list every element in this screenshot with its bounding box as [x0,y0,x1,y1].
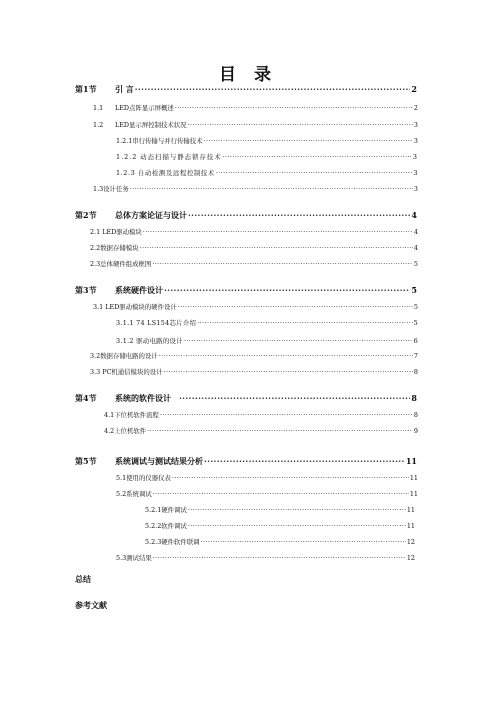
dot-leader [223,153,412,161]
item-title: 1.2.3 自动检测及远程控制技术 [116,169,215,177]
dot-leader [153,490,409,498]
toc-item-1-2[interactable] [93,120,418,129]
dot-leader [204,456,405,466]
dot-leader [204,137,413,145]
toc-item-5-1[interactable] [116,473,418,482]
toc-item-3-3[interactable] [90,367,418,376]
item-title: 4.1下位机软件流程 [104,411,159,419]
page-number: 11 [409,474,418,482]
toc-item-5-3[interactable] [116,553,415,562]
item-title: 3.1.1 74 LS154芯片介绍 [116,319,197,327]
dot-leader [188,506,406,514]
toc-item-1-2-3[interactable] [116,168,418,177]
page-number: 5 [413,319,418,327]
page-number: 5 [413,303,418,311]
toc-item-4-1[interactable] [104,410,418,419]
toc-item-3-2[interactable] [90,351,418,360]
toc-item-2-3[interactable] [90,259,418,268]
dot-leader [164,368,413,376]
toc-chapter-4[interactable] [75,393,417,404]
dot-leader [159,352,413,360]
dot-leader [143,228,413,236]
item-number: 1.2 [93,121,104,129]
page-number: 8 [411,393,417,403]
item-title: 5.3测试结果 [116,554,152,562]
item-title: 3.2数据存储电路的设计 [90,352,158,360]
page-number: 5 [413,260,418,268]
page-number: 12 [406,538,415,546]
toc-item-2-1[interactable] [90,227,418,236]
dot-leader [188,522,406,530]
item-title: 2.1 LED驱动模块 [90,228,142,236]
page-number: 3 [413,185,418,193]
dot-leader [188,210,410,220]
chapter-title: 系统硬件设计 [115,285,163,295]
page-number: 6 [413,337,418,345]
dot-leader [135,84,411,94]
item-title: 4.2上位机软件 [104,427,147,435]
dot-leader [164,285,410,295]
dot-leader [175,104,413,112]
page-number: 11 [406,506,415,514]
item-title: 5.2.2软件调试 [145,522,187,530]
page-number: 7 [413,352,418,360]
toc-item-1-2-2[interactable] [116,152,418,161]
chapter-title: 总体方案论证与设计 [115,210,187,220]
dot-leader [216,169,413,177]
dot-leader [160,411,413,419]
dot-leader [147,427,413,435]
toc-item-3-1[interactable] [93,302,418,311]
toc-item-5-2[interactable] [116,489,418,498]
dot-leader [140,244,413,252]
dot-leader [130,185,413,193]
chapter-number: 第5节 [75,456,97,466]
chapter-title: 系统的软件设计 [115,393,171,403]
page-number: 11 [409,490,418,498]
page-number: 3 [412,153,418,161]
dot-leader [178,303,413,311]
chapter-number: 第4节 [75,393,97,403]
item-title: LED显示屏控制技术状况 [115,121,187,129]
toc-references[interactable]: 参考文献 [75,600,107,610]
item-title: 5.2.3硬件软件联调 [145,538,200,546]
toc-item-1-3[interactable] [93,184,418,193]
page-number: 8 [413,368,418,376]
toc-item-3-1-1[interactable] [116,318,418,327]
toc-chapter-2[interactable] [75,210,417,221]
dot-leader [201,538,406,546]
item-title: 1.2.1串行传输与并行传输技术 [116,137,203,145]
page-number: 9 [413,427,418,435]
toc-item-1-2-1[interactable] [116,136,418,145]
item-title: 5.2系统调试 [116,490,152,498]
page-number: 11 [405,456,417,466]
dot-leader [152,260,413,268]
page-number: 4 [413,244,418,252]
page-number: 12 [406,554,415,562]
page-number: 4 [413,228,418,236]
page-number: 8 [413,411,418,419]
item-title: 5.1使用的仪器仪表 [116,474,171,482]
dot-leader [172,474,409,482]
item-title: 3.1.2 驱动电路的设计 [116,337,183,345]
toc-item-5-2-1[interactable] [145,505,415,514]
dot-leader [188,121,413,129]
dot-leader [197,319,412,327]
toc-item-1-1[interactable] [93,103,418,112]
page-number: 3 [413,169,418,177]
dot-leader [184,337,413,345]
chapter-number: 第1节 [75,84,97,94]
dot-leader [153,554,406,562]
chapter-title: 引 言 [115,84,134,94]
item-title: 1.2.2 动态扫描与静态锁存技术 [116,153,222,161]
toc-item-4-2[interactable] [104,426,418,435]
toc-item-3-1-2[interactable] [116,336,418,345]
page-number: 3 [413,121,418,129]
page-number: 5 [411,285,417,295]
chapter-number: 第2节 [75,210,97,220]
chapter-number: 第3节 [75,285,97,295]
item-title: 3.1 LED驱动模块的硬件设计 [93,303,177,311]
item-title: 2.3总体硬件组成框图 [90,260,152,268]
toc-chapter-1[interactable] [75,84,417,95]
item-title: LED点阵显示屏概述 [115,104,174,112]
page-number: 2 [413,104,418,112]
toc-chapter-5[interactable] [75,456,417,467]
page-number: 4 [411,210,417,220]
item-title: 5.2.1硬件调试 [145,506,187,514]
page-number: 2 [411,84,417,94]
toc-title: 目 录 [219,65,277,85]
dot-leader [179,393,410,403]
chapter-title: 系统调试与测试结果分析 [115,456,203,466]
toc-item-2-2[interactable] [90,243,418,252]
item-title: 2.2数据存储模块 [90,244,139,252]
toc-chapter-3[interactable] [75,285,417,296]
item-number: 1.1 [93,104,104,112]
toc-summary[interactable]: 总结 [75,574,91,584]
item-title: 1.3设计任务 [93,185,129,193]
page-number: 11 [406,522,415,530]
page-number: 3 [413,137,418,145]
toc-item-5-2-3[interactable] [145,537,415,546]
item-title: 3.3 PC机通信模块的设计 [90,368,163,376]
toc-item-5-2-2[interactable] [145,521,415,530]
